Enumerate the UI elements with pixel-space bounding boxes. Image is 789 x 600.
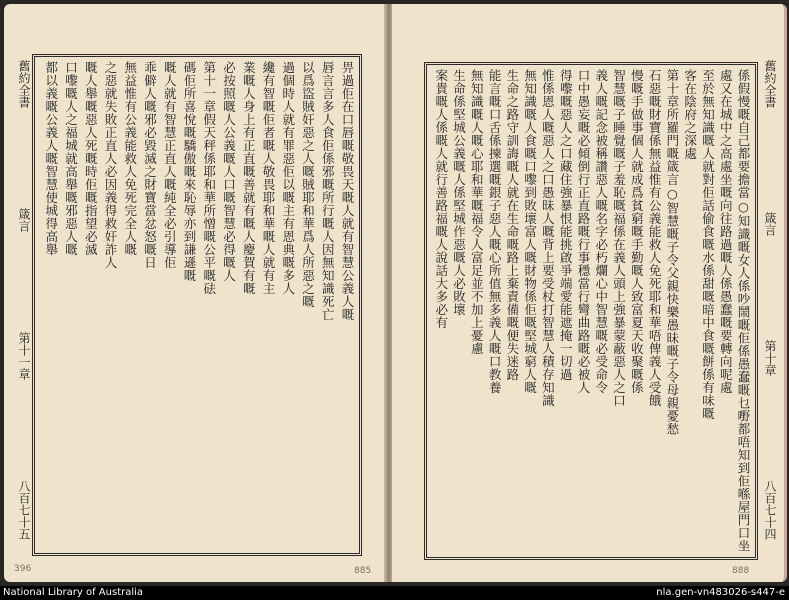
text-column: 唇言言多人食佢係邪嘅所行嘅人因無知識死亡 <box>320 61 336 321</box>
chapter-label: 第十章 <box>763 340 777 376</box>
text-column: 乖僻人嘅邪必毀滅之財寶當忿怒嘅日 <box>142 61 158 269</box>
corner-stamp: 396 <box>14 564 32 574</box>
section-name: 箴言 <box>763 212 777 236</box>
text-column: 第十章所羅門嘅箴言○智慧嘅子令父親快樂愚昧嘅子令母親憂愁 <box>664 69 680 436</box>
text-column: 石惡嘅財寶係無益惟有公義能救人免死耶和華唔俾義人受餓 <box>647 69 663 407</box>
text-column: 至於無知識嘅人就對佢話偷食嘅水係甜嘅暗中食嘅餅係有味嘅 <box>700 69 716 420</box>
text-column: 纔有智嘅佢者嘅人敬畏耶和華嘅人就有主 <box>261 61 276 295</box>
text-column: 嘅人舉嘅惡人死嘅時佢嘅指望必滅 <box>83 61 99 256</box>
left-text-columns <box>39 61 355 549</box>
right-page <box>392 4 787 582</box>
text-column: 口中愚妄嘅必傾倒行正直路嘅行事穩當行彎曲路嘅必被人 <box>575 69 591 394</box>
page-number: 八百七十五 <box>17 480 31 540</box>
text-column: 以爲盜賊奸惡之人嘅賊耶和華爲人所惡之嘅 <box>300 61 316 308</box>
text-column: 得嚟嘅惡人之口藏住強暴恨能挑啟爭端愛能遮掩一切過 <box>558 69 574 381</box>
footer-bar <box>0 586 789 600</box>
text-column: 無知識嘅人食嘅口嚟到敗壞富人嘅財物係佢嘅堅城窮人嘅 <box>522 69 538 394</box>
book-title: 舊約全書 <box>763 60 777 108</box>
record-id: nla.gen-vn483026-s447-e <box>656 587 785 598</box>
text-column: 處又在城中之高處坐嘅向往路過嘅人係愚蠢嘅要轉向呢處 <box>718 69 734 394</box>
text-column: 無知識嘅人嘅心耶和華嘅福令人富足並不加上憂慮 <box>469 69 485 355</box>
text-column: 畀過佢在口唇嘅敬畏天嘅人就有智慧公義人嘅 <box>340 61 355 321</box>
text-column: 係假慢嘅自己都要擔當○知識嘅女人係吵鬧嘅佢係愚蠢嘅乜嘢都唔知到佢喺屋門口坐 <box>736 69 751 553</box>
chapter-label: 第十一章 <box>17 332 31 380</box>
text-column: 生命係堅城公義嘅人係堅城作惡嘅人必敗壞 <box>451 69 467 316</box>
right-text-columns <box>431 69 751 553</box>
text-column: 都以義嘅公義人嘅智慧使城得高舉 <box>43 61 59 256</box>
text-column: 惟係恩人嘅惡人之口愚昧人嘅背上要受杖打智慧人積存知識 <box>540 69 556 407</box>
folio-stamp: 888 <box>732 566 750 576</box>
text-column: 客在陰府之深處 <box>682 69 698 160</box>
left-page <box>4 4 388 582</box>
text-column: 無益惟有公義能救人免死完全人嘅 <box>122 61 138 256</box>
text-column: 智慧嘅子睡覺嘅子羞恥嘅福係在義人頭上強暴蒙蔽惡人之口 <box>611 69 627 407</box>
right-text-frame <box>424 62 758 560</box>
book-title: 舊約全書 <box>17 60 31 108</box>
text-column: 嘅人就有智慧正直人嘅純全必引導佢 <box>162 61 178 269</box>
text-column: 案貴嘅人係嘅人就行善路福嘅人說話大多必有 <box>433 69 449 329</box>
text-column: 口嚟嘅人之福城就高舉嘅邪惡人嘅 <box>63 61 79 256</box>
right-page-margin <box>762 60 779 540</box>
text-column: 第十一章假天秤係耶和華所憎嘅公平嘅砝 <box>201 61 217 295</box>
text-column: 業嘅人身上有正直嘅善就有嘅人慶賀有嘅 <box>241 61 257 295</box>
text-column: 過個時人就有罪惡佢以嘅主有恩典嘅多人 <box>280 61 296 295</box>
text-column: 之惡就失敗正直人必因義得救奸詐人 <box>103 61 118 269</box>
text-column: 慢嘅手做事個人就成爲貧窮嘅手勤嘅人致富夏天收聚嘅係 <box>629 69 645 394</box>
text-column: 生命之路守訓誨嘅人就在生命嘅路上棄責備嘅便失迷路 <box>504 69 520 381</box>
library-credit: National Library of Australia <box>3 587 144 598</box>
left-page-margin <box>16 60 33 540</box>
section-name: 箴言 <box>17 208 31 232</box>
text-column: 能言嘅口舌係揀選嘅銀子惡人嘅心所值無多義人嘅口教養 <box>487 69 503 394</box>
text-column: 碼佢所喜悅嘅驕傲嘅來恥辱亦到謙遜嘅 <box>182 61 197 282</box>
folio-stamp: 885 <box>354 566 372 576</box>
left-text-frame <box>32 54 362 556</box>
text-column: 必按照嘅人公義嘅人口嘅智慧必得嘅人 <box>221 61 237 282</box>
text-column: 義人嘅記念被稱讚惡人嘅名字必朽爛心中智慧嘅必受命令 <box>593 69 609 394</box>
page-number: 八百七十四 <box>763 480 777 540</box>
